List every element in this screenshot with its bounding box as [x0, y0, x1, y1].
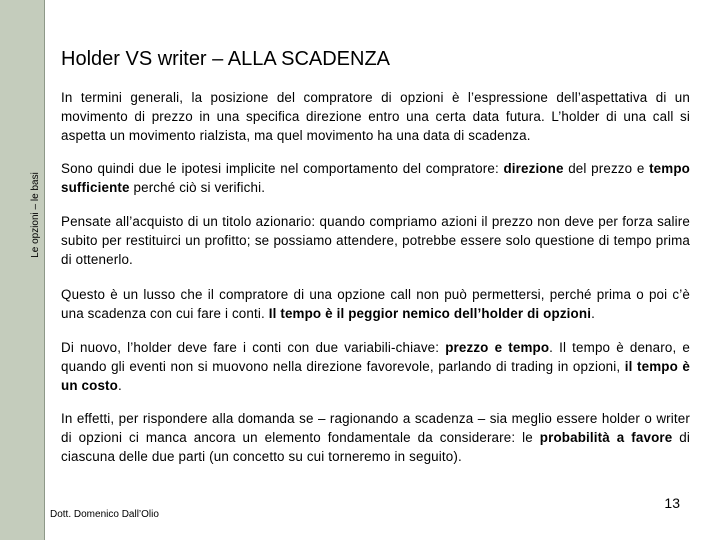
paragraph-text: perché ciò si verifichi.: [129, 180, 266, 195]
sidebar-label: Le opzioni – le basi: [30, 172, 41, 258]
paragraph-text: In effetti, per rispondere alla domanda se – ragionando a scadenza – sia meglio essere holder o writer di opzioni ci manca ancora un elemento fondamentale da considerare: le: [61, 411, 690, 445]
sidebar-divider: [44, 0, 45, 540]
paragraph-conclusion: [61, 409, 690, 466]
paragraph-luxury: [61, 285, 690, 323]
bold-tempo-costo: il tempo è un costo: [61, 359, 690, 393]
paragraph-text: Pensate all’acquisto di un titolo azionario: quando compriamo azioni il prezzo non deve per forza salire subito per restituirci un profitto; se possiamo attendere, potrebbe essere solo questione di tempo prima di ottenerlo.: [61, 214, 690, 267]
paragraph-text: di ciascuna delle due parti (un concetto su cui torneremo in seguito).: [61, 430, 691, 464]
paragraph-text: .: [591, 306, 595, 321]
bold-probabilita: probabilità a favore: [539, 430, 673, 445]
paragraph-stock-example: [61, 212, 690, 269]
paragraph-intro: [61, 88, 690, 145]
paragraph-text: In termini generali, la posizione del compratore di opzioni è l’espressione dell’aspettativa di un movimento di prezzo in una specifica direzione entro una certa data futura. L’holder di una call si aspetta un movimento rialzista, ma quel movimento ha una data di scadenza.: [61, 90, 690, 143]
footer-author: Dott. Domenico Dall’Olio: [50, 509, 159, 520]
paragraph-text: .: [118, 378, 122, 393]
bold-direzione: direzione: [503, 161, 564, 176]
paragraph-text: Di nuovo, l’holder deve fare i conti con due variabili-chiave:: [61, 340, 446, 355]
bold-tempo-nemico: Il tempo è il peggior nemico dell’holder di opzioni: [268, 306, 592, 321]
paragraph-text: Questo è un lusso che il compratore di una opzione call non può permettersi, perché prima o poi c’è una scadenza con cui fare i conti.: [61, 287, 690, 321]
page-number: 13: [664, 495, 680, 511]
bold-tempo-sufficiente: tempo sufficiente: [61, 161, 690, 195]
paragraph-text: Sono quindi due le ipotesi implicite nel comportamento del compratore:: [61, 161, 504, 176]
slide-title: Holder VS writer – ALLA SCADENZA: [61, 48, 391, 70]
paragraph-text: del prezzo e: [563, 161, 650, 176]
bold-prezzo-tempo: prezzo e tempo: [445, 340, 550, 355]
paragraph-key-variables: [61, 338, 690, 395]
paragraph-hypotheses: [61, 159, 690, 197]
paragraph-text: . Il tempo è denaro, e quando gli eventi non si muovono nella direzione favorevole, parlando di trading in opzioni,: [61, 340, 690, 374]
